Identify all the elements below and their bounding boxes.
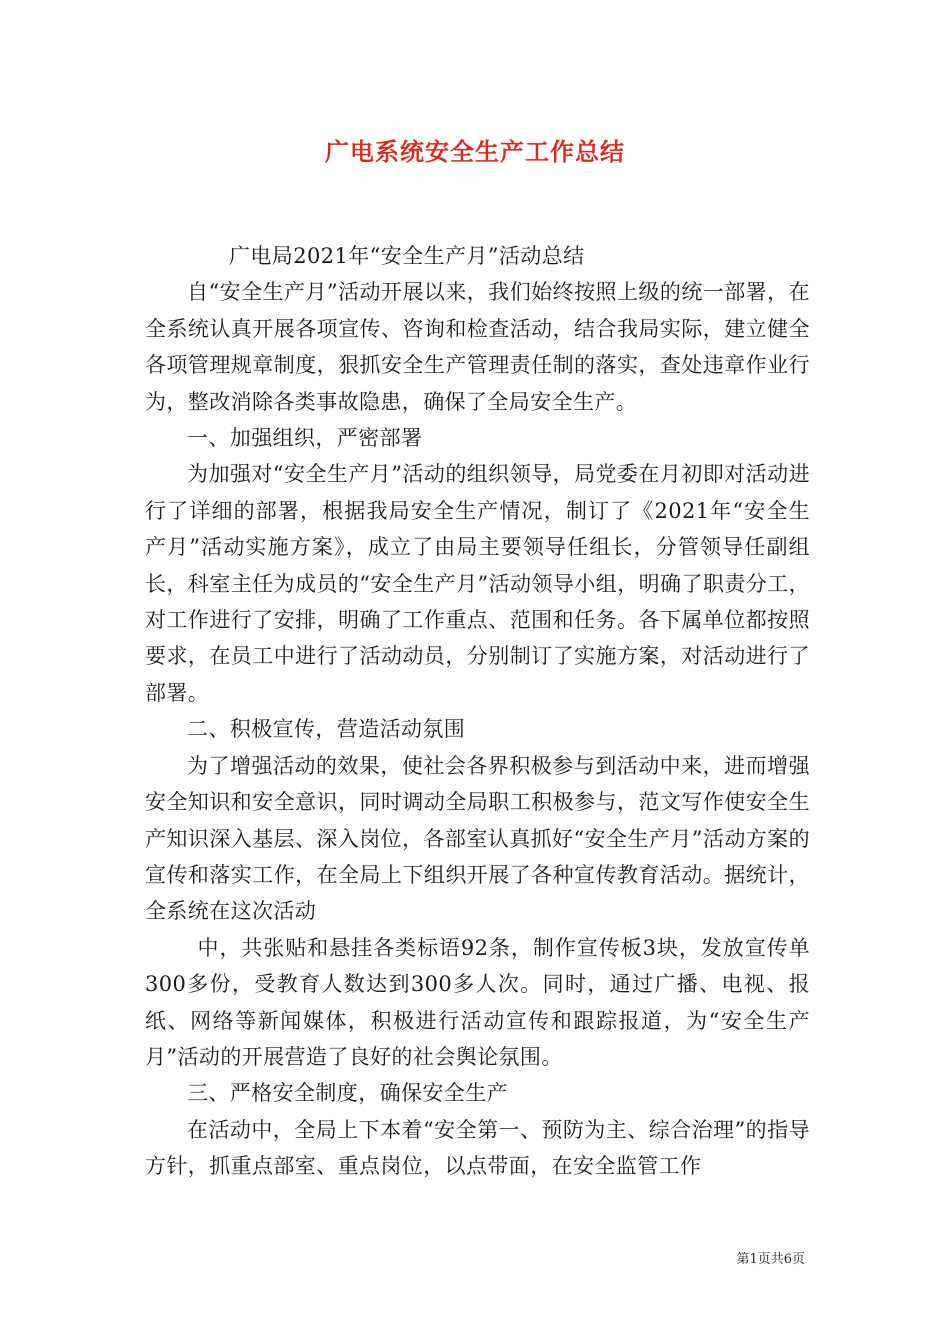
document-title: 广电系统安全生产工作总结 xyxy=(325,137,625,166)
paragraph-section-2-cont: 中，共张贴和悬挂各类标语92条，制作宣传板3块，发放宣传单300多份，受教育人数达到300多人次。同时，通过广播、电视、报纸、网络等新闻媒体，积极进行活动宣传和跟踪报道，为“安全生产月”活动的开展营造了良好的社会舆论氛围。 xyxy=(145,935,810,1069)
document-subtitle: 广电局2021年“安全生产月”活动总结 xyxy=(229,244,585,268)
paragraph-section-3: 在活动中，全局上下本着“安全第一、预防为主、综合治理”的指导方针，抓重点部室、重点岗位，以点带面，在安全监管工作 xyxy=(145,1117,810,1179)
document-body xyxy=(145,238,810,1185)
section-heading-3: 三、严格安全制度，确保安全生产 xyxy=(187,1081,508,1106)
paragraph-section-1: 为加强对“安全生产月”活动的组织领导，局党委在月初即对活动进行了详细的部署，根据我局安全生产情况，制订了《2021年“安全生产月”活动实施方案》，成立了由局主要领导任组长，分管领导任副组长，科室主任为成员的“安全生产月”活动领导小组，明确了职责分工，对工作进行了安排，明确了工作重点、范围和任务。各下属单位都按照要求，在员工中进行了活动动员，分别制订了实施方案，对活动进行了部署。 xyxy=(145,462,810,705)
paragraph-section-2: 为了增强活动的效果，使社会各界积极参与到活动中来，进而增强安全知识和安全意识，同时调动全局职工积极参与，范文写作使安全生产知识深入基层、深入岗位，各部室认真抓好“安全生产月”活动方案的宣传和落实工作，在全局上下组织开展了各种宣传教育活动。据统计，全系统在这次活动 xyxy=(145,753,810,924)
section-heading-2: 二、积极宣传，营造活动氛围 xyxy=(187,717,466,742)
paragraph-intro: 自“安全生产月”活动开展以来，我们始终按照上级的统一部署，在全系统认真开展各项宣传、咨询和检查活动，结合我局实际，建立健全各项管理规章制度，狠抓安全生产管理责任制的落实，查处违章作业行为，整改消除各类事故隐患，确保了全局安全生产。 xyxy=(145,280,810,414)
page-number-footer: 第1页共6页 xyxy=(736,1252,805,1267)
section-heading-1: 一、加强组织，严密部署 xyxy=(187,426,423,451)
